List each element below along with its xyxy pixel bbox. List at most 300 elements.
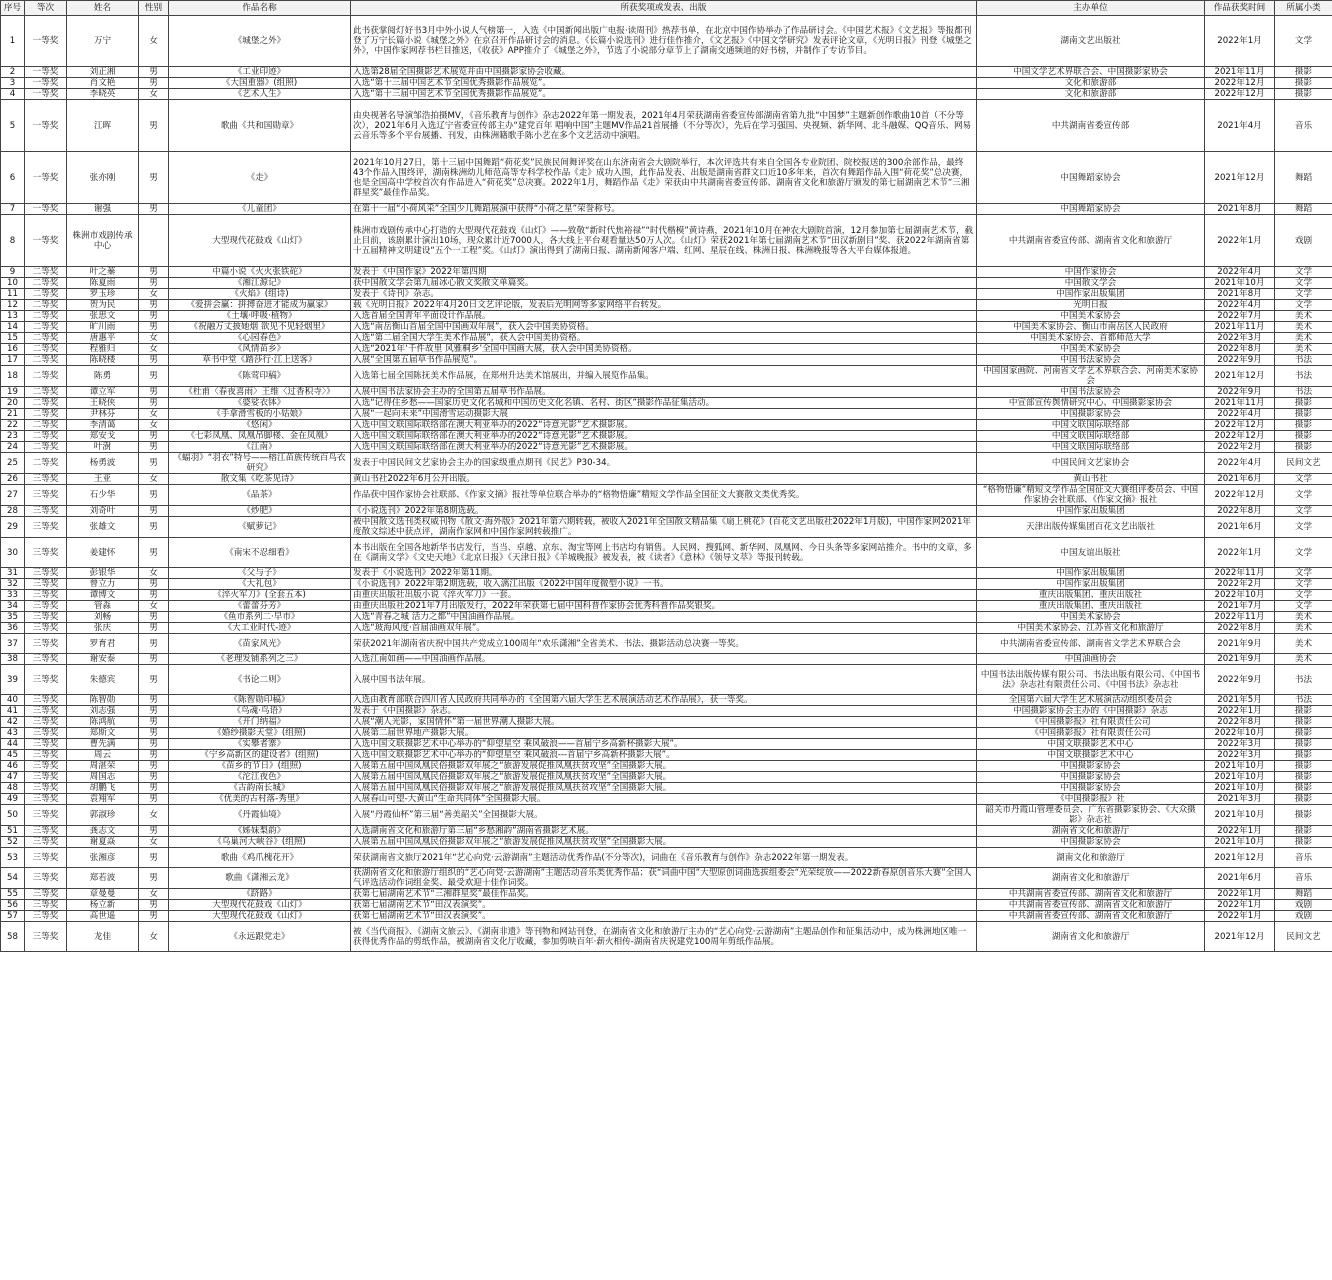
- cell-index: 34: [1, 601, 25, 612]
- table-row: [1, 278, 1332, 289]
- column-header: 姓名: [67, 1, 139, 16]
- cell-index: 30: [1, 538, 25, 568]
- cell-name: 张思文: [67, 311, 139, 322]
- cell-organizer: 中共湖南省委宣传部、湖南省文化和旅游厅: [977, 911, 1205, 922]
- cell-name: 刘奇叶: [67, 506, 139, 517]
- cell-grade: 三等奖: [25, 717, 67, 728]
- cell-grade: 二等奖: [25, 366, 67, 387]
- cell-index: 2: [1, 67, 25, 78]
- cell-name: 唐惠平: [67, 333, 139, 344]
- cell-name: 株洲市戏剧传承中心: [67, 215, 139, 267]
- cell-name: 刘正湘: [67, 67, 139, 78]
- cell-organizer: 中共湖南省委宣传部: [977, 100, 1205, 152]
- cell-category: 音乐: [1275, 868, 1332, 889]
- table-row: [1, 453, 1332, 474]
- cell-grade: 二等奖: [25, 431, 67, 442]
- cell-category: 音乐: [1275, 100, 1332, 152]
- cell-category: 民间文艺: [1275, 453, 1332, 474]
- cell-name: 万宁: [67, 16, 139, 67]
- cell-index: 14: [1, 322, 25, 333]
- cell-name: 谢夏焱: [67, 837, 139, 848]
- cell-name: 曹先满: [67, 739, 139, 750]
- cell-organizer: 中国散文学会: [977, 278, 1205, 289]
- cell-date: 2022年2月: [1205, 442, 1275, 453]
- cell-date: 2022年1月: [1205, 826, 1275, 837]
- table-row: [1, 568, 1332, 579]
- cell-gender: 女: [139, 89, 169, 100]
- cell-date: 2022年4月: [1205, 267, 1275, 278]
- cell-name: 谭博文: [67, 590, 139, 601]
- cell-grade: 三等奖: [25, 868, 67, 889]
- table-row: [1, 485, 1332, 506]
- cell-organizer: 湖南文艺出版社: [977, 16, 1205, 67]
- cell-grade: 三等奖: [25, 474, 67, 485]
- cell-work: 《工业印迹》: [169, 67, 351, 78]
- cell-index: 51: [1, 826, 25, 837]
- cell-grade: 一等奖: [25, 89, 67, 100]
- cell-name: 曾立力: [67, 579, 139, 590]
- cell-work: 《赋萝记》: [169, 517, 351, 538]
- cell-work: 《陈莺印稿》: [169, 366, 351, 387]
- cell-category: 摄影: [1275, 794, 1332, 805]
- cell-award: 入选“记得住乡愁——国家历史文化名城和中国历史文化名镇、名村、街区”摄影作品征集活动。: [351, 398, 977, 409]
- cell-date: 2022年1月: [1205, 889, 1275, 900]
- cell-index: 4: [1, 89, 25, 100]
- cell-grade: 三等奖: [25, 728, 67, 739]
- cell-work: 歌曲《鸡爪槐花开》: [169, 848, 351, 868]
- table-row: [1, 366, 1332, 387]
- cell-award: 入选“青春之城 活力之都”中国油画作品展。: [351, 612, 977, 623]
- cell-organizer: 中国作家出版集团: [977, 579, 1205, 590]
- cell-name: 胡鹏飞: [67, 783, 139, 794]
- cell-date: 2022年10月: [1205, 728, 1275, 739]
- cell-organizer: 中国美术家协会: [977, 311, 1205, 322]
- cell-work: 《陈智勋印稿》: [169, 695, 351, 706]
- cell-name: 袁翔军: [67, 794, 139, 805]
- cell-award: 入展第五届中国凤凰民俗摄影双年展之“旅游发展促推凤凰扶贫攻坚”全国摄影大展。: [351, 837, 977, 848]
- column-header: 所获奖项或发表、出版: [351, 1, 977, 16]
- cell-name: 高世遥: [67, 911, 139, 922]
- cell-category: 文学: [1275, 601, 1332, 612]
- cell-work: 《杜甫〈春夜喜雨〉王维〈过香积寺〉》: [169, 387, 351, 398]
- cell-name: 张雄文: [67, 517, 139, 538]
- table-row: [1, 848, 1332, 868]
- cell-organizer: 中国作家出版集团: [977, 568, 1205, 579]
- cell-organizer: 重庆出版集团、重庆出版社: [977, 590, 1205, 601]
- cell-gender: 男: [139, 761, 169, 772]
- cell-award: 获中国散文学会第九届冰心散文奖散文单篇奖。: [351, 278, 977, 289]
- cell-gender: 男: [139, 204, 169, 215]
- cell-index: 19: [1, 387, 25, 398]
- cell-grade: 三等奖: [25, 911, 67, 922]
- cell-index: 43: [1, 728, 25, 739]
- cell-grade: 三等奖: [25, 772, 67, 783]
- cell-work: 《祝融万丈披她烟 欲见不见轻烟里》: [169, 322, 351, 333]
- table-row: [1, 311, 1332, 322]
- cell-category: 音乐: [1275, 848, 1332, 868]
- table-row: [1, 420, 1332, 431]
- table-row: [1, 739, 1332, 750]
- table-row: [1, 267, 1332, 278]
- cell-name: 肖文艳: [67, 78, 139, 89]
- cell-index: 50: [1, 805, 25, 826]
- cell-date: 2021年9月: [1205, 634, 1275, 654]
- table-row: [1, 623, 1332, 634]
- cell-index: 18: [1, 366, 25, 387]
- cell-organizer: 中国书法家协会: [977, 387, 1205, 398]
- table-row: [1, 215, 1332, 267]
- cell-gender: 男: [139, 848, 169, 868]
- cell-index: 3: [1, 78, 25, 89]
- cell-gender: 女: [139, 344, 169, 355]
- column-header: 序号: [1, 1, 25, 16]
- cell-award: 本书出版在全国各地新华书店发行，当当、卓越、京东、淘宝等网上书店均有销售。人民网、搜狐网、新华网、凤凰网、今日头条等多家网站推介。书中的文章，多在《湖南文学》《文史天地》《北京日报》《天津日报》《羊城晚报》被发表，被《读者》《意林》《领导文萃》等报刊转载。: [351, 538, 977, 568]
- cell-gender: 男: [139, 868, 169, 889]
- cell-organizer: 中国作家出版集团: [977, 289, 1205, 300]
- cell-index: 5: [1, 100, 25, 152]
- cell-award: 获第七届湖南艺术节“田汉表演奖”。: [351, 911, 977, 922]
- cell-grade: 一等奖: [25, 100, 67, 152]
- cell-organizer: 中共湖南省委宣传部、湖南省文化和旅游厅: [977, 215, 1205, 267]
- cell-organizer: 中国美术家协会: [977, 344, 1205, 355]
- table-row: [1, 837, 1332, 848]
- cell-date: 2022年3月: [1205, 750, 1275, 761]
- cell-grade: 三等奖: [25, 538, 67, 568]
- cell-grade: 三等奖: [25, 695, 67, 706]
- cell-category: 戏剧: [1275, 215, 1332, 267]
- cell-index: 37: [1, 634, 25, 654]
- cell-name: 杨立新: [67, 900, 139, 911]
- cell-index: 33: [1, 590, 25, 601]
- cell-category: 文学: [1275, 517, 1332, 538]
- cell-grade: 一等奖: [25, 16, 67, 67]
- table-row: [1, 706, 1332, 717]
- cell-name: 王晓侠: [67, 398, 139, 409]
- cell-grade: 二等奖: [25, 278, 67, 289]
- cell-date: 2021年6月: [1205, 474, 1275, 485]
- cell-category: 文学: [1275, 300, 1332, 311]
- column-header: 所属小类: [1275, 1, 1332, 16]
- cell-category: 摄影: [1275, 739, 1332, 750]
- cell-grade: 一等奖: [25, 67, 67, 78]
- cell-grade: 三等奖: [25, 706, 67, 717]
- cell-organizer: 中共湖南省委宣传部、湖南省文化和旅游厅: [977, 900, 1205, 911]
- table-row: [1, 634, 1332, 654]
- cell-gender: 男: [139, 750, 169, 761]
- cell-name: 贺为民: [67, 300, 139, 311]
- table-row: [1, 517, 1332, 538]
- table-row: [1, 398, 1332, 409]
- cell-work: 《艺术人生》: [169, 89, 351, 100]
- cell-date: 2021年10月: [1205, 761, 1275, 772]
- cell-name: 尹林芬: [67, 409, 139, 420]
- cell-category: 书法: [1275, 366, 1332, 387]
- cell-award: 入选中国文联摄影艺术中心举办的“仰望星空 乘风破浪---首届宁乡高新杯摄影大展”。: [351, 750, 977, 761]
- cell-organizer: 《中国摄影报》社有限责任公司: [977, 728, 1205, 739]
- cell-name: 叶澍: [67, 442, 139, 453]
- cell-date: 2021年12月: [1205, 152, 1275, 204]
- cell-work: 《苗家风光》: [169, 634, 351, 654]
- cell-name: 章曼曼: [67, 889, 139, 900]
- cell-organizer: 天津出版传媒集团百花文艺出版社: [977, 517, 1205, 538]
- cell-name: 张湘彦: [67, 848, 139, 868]
- cell-grade: 二等奖: [25, 300, 67, 311]
- cell-date: 2022年2月: [1205, 579, 1275, 590]
- cell-organizer: 中国文联国际联络部: [977, 442, 1205, 453]
- cell-award: 入展第二届世界地产摄影大展。: [351, 728, 977, 739]
- cell-award: 发表于《小说选刊》2022年第11期。: [351, 568, 977, 579]
- cell-organizer: 《中国摄影报》社: [977, 794, 1205, 805]
- cell-organizer: 中宣部宣传舆情研究中心、中国摄影家协会: [977, 398, 1205, 409]
- cell-date: 2022年12月: [1205, 420, 1275, 431]
- cell-index: 53: [1, 848, 25, 868]
- cell-gender: 男: [139, 654, 169, 665]
- cell-award: 获第七届湖南艺术节“三湘群星奖”最佳作品奖。: [351, 889, 977, 900]
- cell-index: 29: [1, 517, 25, 538]
- cell-award: 由重庆出版社2021年7月出版发行，2022年荣获第七届中国科普作家协会优秀科普作品奖银奖。: [351, 601, 977, 612]
- cell-gender: 女: [139, 922, 169, 952]
- cell-work: 《沱江夜色》: [169, 772, 351, 783]
- cell-name: 彭银华: [67, 568, 139, 579]
- cell-grade: 三等奖: [25, 506, 67, 517]
- cell-award: 入选“第二届全国大学生美术作品展”，获入会中国美协资格。: [351, 333, 977, 344]
- cell-award: 发表于《中国作家》2022年第四期: [351, 267, 977, 278]
- cell-award: 获湖南省文化和旅游厅组织的“艺心向党·云游湖南”主题活动音乐类优秀作品；获“词曲中国”大型原创词曲选拔组委会“光荣绽放——2022新春原创音乐大赛”全国人气评选活动作词组金奖、最受欢迎十佳作词奖。: [351, 868, 977, 889]
- column-header: 作品获奖时间: [1205, 1, 1275, 16]
- cell-organizer: 中国摄影家协会主办的《中国摄影》杂志: [977, 706, 1205, 717]
- cell-award: 在第十一届“小荷风采”全国少儿舞蹈展演中获得“小荷之星”荣誉称号。: [351, 204, 977, 215]
- cell-work: 《湘江源记》: [169, 278, 351, 289]
- table-row: [1, 89, 1332, 100]
- table-row: [1, 152, 1332, 204]
- cell-category: 摄影: [1275, 78, 1332, 89]
- cell-date: 2021年9月: [1205, 654, 1275, 665]
- cell-grade: 三等奖: [25, 654, 67, 665]
- cell-date: 2022年9月: [1205, 665, 1275, 695]
- cell-gender: 男: [139, 739, 169, 750]
- cell-award: 入选“2021年‘千件故里 风雅桐乡’全国中国画大展，获入会中国美协资格。: [351, 344, 977, 355]
- cell-gender: 男: [139, 665, 169, 695]
- cell-grade: 三等奖: [25, 922, 67, 952]
- table-row: [1, 506, 1332, 517]
- cell-organizer: 韶关市丹霞山管理委员会、广东省摄影家协会、《大众摄影》杂志社: [977, 805, 1205, 826]
- cell-work: 《土壤·呼吸·植物》: [169, 311, 351, 322]
- cell-grade: 二等奖: [25, 289, 67, 300]
- cell-work: 《丹霞仙境》: [169, 805, 351, 826]
- cell-gender: 男: [139, 311, 169, 322]
- cell-grade: 二等奖: [25, 311, 67, 322]
- cell-category: 摄影: [1275, 706, 1332, 717]
- cell-name: 张庆: [67, 623, 139, 634]
- cell-name: 王亚: [67, 474, 139, 485]
- table-row: [1, 16, 1332, 67]
- cell-gender: 男: [139, 506, 169, 517]
- cell-gender: 男: [139, 387, 169, 398]
- cell-date: 2022年8月: [1205, 623, 1275, 634]
- table-row: [1, 868, 1332, 889]
- cell-organizer: 中共湖南省委宣传部、湖南省文化和旅游厅: [977, 889, 1205, 900]
- cell-name: 陈智勋: [67, 695, 139, 706]
- cell-index: 36: [1, 623, 25, 634]
- cell-grade: 三等奖: [25, 590, 67, 601]
- cell-work: 《鸟魂·鸟语》: [169, 706, 351, 717]
- cell-index: 40: [1, 695, 25, 706]
- cell-award: 荣获2021年湖南省庆祝中国共产党成立100周年“欢乐潇湘”全省美术、书法、摄影活动总决赛一等奖。: [351, 634, 977, 654]
- cell-name: 谭立军: [67, 387, 139, 398]
- table-row: [1, 750, 1332, 761]
- table-row: [1, 601, 1332, 612]
- cell-work: 《古韵南长城》: [169, 783, 351, 794]
- cell-organizer: 文化和旅游部: [977, 89, 1205, 100]
- cell-work: 《心园春色》: [169, 333, 351, 344]
- cell-index: 28: [1, 506, 25, 517]
- cell-index: 1: [1, 16, 25, 67]
- cell-grade: 二等奖: [25, 322, 67, 333]
- cell-award: 入展中国书法家协会主办的全国第五届草书作品展。: [351, 387, 977, 398]
- cell-organizer: “格物悟廉”精短文学作品全国征文大赛组评委员会、中国作家协会社联部、《作家文摘》报社: [977, 485, 1205, 506]
- cell-organizer: 中国国家画院、河南省文学艺术界联合会、河南美术家协会: [977, 366, 1205, 387]
- cell-name: 李清蔼: [67, 420, 139, 431]
- cell-organizer: 中国文联摄影艺术中心: [977, 739, 1205, 750]
- cell-category: 文学: [1275, 16, 1332, 67]
- table-header-row: [1, 1, 1332, 16]
- cell-index: 55: [1, 889, 25, 900]
- cell-work: 《手拿滑雪板的小姑娘》: [169, 409, 351, 420]
- cell-category: 书法: [1275, 355, 1332, 366]
- cell-work: 大型现代花鼓戏《山灯》: [169, 215, 351, 267]
- table-row: [1, 409, 1332, 420]
- cell-award: 作品获中国作家协会社联部、《作家文摘》报社等单位联合举办的“格物悟廉”精短文学作品全国征文大赛散文类优秀奖。: [351, 485, 977, 506]
- cell-organizer: 中国美术家协会、衡山市南岳区人民政府: [977, 322, 1205, 333]
- cell-work: 《乌巢河大峡谷》(组照): [169, 837, 351, 848]
- cell-index: 11: [1, 289, 25, 300]
- cell-work: 《婚纱摄影天堂》(组照): [169, 728, 351, 739]
- cell-category: 摄影: [1275, 728, 1332, 739]
- cell-name: 龚志文: [67, 826, 139, 837]
- cell-name: 旷川雨: [67, 322, 139, 333]
- cell-index: 9: [1, 267, 25, 278]
- cell-category: 文学: [1275, 474, 1332, 485]
- cell-gender: 男: [139, 717, 169, 728]
- cell-award: 由重庆出版社出版小说《淬火军刀》一套。: [351, 590, 977, 601]
- cell-organizer: 中国文联国际联络部: [977, 420, 1205, 431]
- table-row: [1, 772, 1332, 783]
- cell-organizer: 中国文联国际联络部: [977, 431, 1205, 442]
- cell-date: 2022年12月: [1205, 78, 1275, 89]
- cell-gender: 男: [139, 366, 169, 387]
- cell-organizer: 中国书法出版传媒有限公司、书法出版有限公司、《中国书法》杂志社有限责任公司、《中国书法》杂志社: [977, 665, 1205, 695]
- cell-index: 20: [1, 398, 25, 409]
- table-row: [1, 78, 1332, 89]
- table-body: [1, 16, 1332, 952]
- cell-index: 26: [1, 474, 25, 485]
- cell-organizer: 湖南省文化和旅游厅: [977, 826, 1205, 837]
- cell-category: 文学: [1275, 267, 1332, 278]
- cell-date: 2021年11月: [1205, 398, 1275, 409]
- cell-award: 荣获湖南省文旅厅2021年“艺心向党·云游湖南”主题活动优秀作品(不分等次)，词曲在《音乐教育与创作》杂志2022年第一期发表。: [351, 848, 977, 868]
- cell-name: 姜建怀: [67, 538, 139, 568]
- cell-work: 《书论二则》: [169, 665, 351, 695]
- column-header: 性别: [139, 1, 169, 16]
- cell-grade: 三等奖: [25, 783, 67, 794]
- cell-gender: 男: [139, 453, 169, 474]
- cell-date: 2022年11月: [1205, 568, 1275, 579]
- cell-date: 2021年8月: [1205, 289, 1275, 300]
- cell-award: 入选由教育部联合四川省人民政府共同举办的《全国第六届大学生艺术展演活动艺术作品展》，获一等奖。: [351, 695, 977, 706]
- cell-date: 2022年1月: [1205, 706, 1275, 717]
- cell-index: 31: [1, 568, 25, 579]
- cell-gender: 女: [139, 16, 169, 67]
- cell-date: 2022年1月: [1205, 538, 1275, 568]
- cell-organizer: 中国作家出版集团: [977, 506, 1205, 517]
- cell-date: 2022年8月: [1205, 506, 1275, 517]
- table-row: [1, 442, 1332, 453]
- cell-grade: 三等奖: [25, 612, 67, 623]
- cell-date: 2022年3月: [1205, 739, 1275, 750]
- cell-category: 摄影: [1275, 826, 1332, 837]
- table-row: [1, 300, 1332, 311]
- cell-index: 47: [1, 772, 25, 783]
- cell-date: 2022年9月: [1205, 387, 1275, 398]
- cell-name: 叶之蓁: [67, 267, 139, 278]
- cell-category: 美术: [1275, 634, 1332, 654]
- table-row: [1, 695, 1332, 706]
- cell-grade: 三等奖: [25, 900, 67, 911]
- cell-date: 2021年6月: [1205, 868, 1275, 889]
- cell-gender: 男: [139, 538, 169, 568]
- cell-award: 由央视著名导演邹浩拍摄MV，《音乐教育与创作》杂志2022年第一期发表，2021年4月荣获湖南省委宣传部湖南省第九批“中国梦”主题新创作歌曲10首（不分等次），2021年6月入选辽宁省委宣传部主办“建党百年 唱响中国”主题MV作品21首展播（不分等次），先后在学习强国、央视频、新华网、北斗融媒、QQ音乐、网易云音乐等多个平台展播、刊发，由株洲籍歌手陈小艺在多个文艺活动中演唱。: [351, 100, 977, 152]
- cell-index: 39: [1, 665, 25, 695]
- cell-award: 入选中国文联国际联络部在澳大利亚举办的2022“诗意光影”艺术摄影展。: [351, 420, 977, 431]
- cell-work: 《姊妹梨韵》: [169, 826, 351, 837]
- cell-work: 《蕾蕾芬芳》: [169, 601, 351, 612]
- cell-gender: 男: [139, 267, 169, 278]
- cell-category: 舞蹈: [1275, 204, 1332, 215]
- table-row: [1, 728, 1332, 739]
- cell-award: 载《光明日报》2022年4月20日文艺评论版，发表后光明网等多家网络平台转发。: [351, 300, 977, 311]
- cell-index: 22: [1, 420, 25, 431]
- cell-date: 2021年10月: [1205, 278, 1275, 289]
- cell-award: 入展“潮人光影，家国情怀”第一届世界潮人摄影大展。: [351, 717, 977, 728]
- cell-date: 2021年12月: [1205, 848, 1275, 868]
- cell-category: 摄影: [1275, 442, 1332, 453]
- cell-date: 2021年5月: [1205, 695, 1275, 706]
- cell-grade: 三等奖: [25, 517, 67, 538]
- cell-date: 2021年12月: [1205, 366, 1275, 387]
- cell-index: 7: [1, 204, 25, 215]
- cell-category: 戏剧: [1275, 911, 1332, 922]
- table-row: [1, 474, 1332, 485]
- cell-date: 2021年11月: [1205, 67, 1275, 78]
- cell-index: 17: [1, 355, 25, 366]
- cell-category: 书法: [1275, 695, 1332, 706]
- cell-category: 摄影: [1275, 420, 1332, 431]
- cell-category: 书法: [1275, 387, 1332, 398]
- cell-date: 2021年12月: [1205, 922, 1275, 952]
- cell-category: 文学: [1275, 278, 1332, 289]
- cell-award: 入选“第十三届中国艺术节全国优秀摄影作品展览”。: [351, 78, 977, 89]
- cell-organizer: 中国书法家协会: [977, 355, 1205, 366]
- cell-name: 周云: [67, 750, 139, 761]
- cell-date: 2022年4月: [1205, 300, 1275, 311]
- cell-work: 歌曲《潇湘云龙》: [169, 868, 351, 889]
- cell-category: 摄影: [1275, 750, 1332, 761]
- cell-award: 株洲市戏剧传承中心打造的大型现代花鼓戏《山灯》——致敬“新时代焦裕禄”“时代楷模”黄诗燕，2021年10月在神农大剧院首演，12月参加第七届湖南艺术节，截止目前，该剧累计演出10场，现众累计近7000人，各大线上平台观看量达50万人次。《山灯》荣获2021年第七届湖南艺术节“田汉新剧目”奖、获2022年湖南省第十五届精神文明建设“五个一工程”奖。《山灯》演出得到了湖南日报、湖南新闻客户端、红网、星辰在线、株洲日报、株洲晚报等各大平台媒体报道。: [351, 215, 977, 267]
- cell-gender: 男: [139, 431, 169, 442]
- cell-work: 《鱼市系列二·早市》: [169, 612, 351, 623]
- cell-grade: 三等奖: [25, 805, 67, 826]
- cell-organizer: 湖南省文化和旅游厅: [977, 868, 1205, 889]
